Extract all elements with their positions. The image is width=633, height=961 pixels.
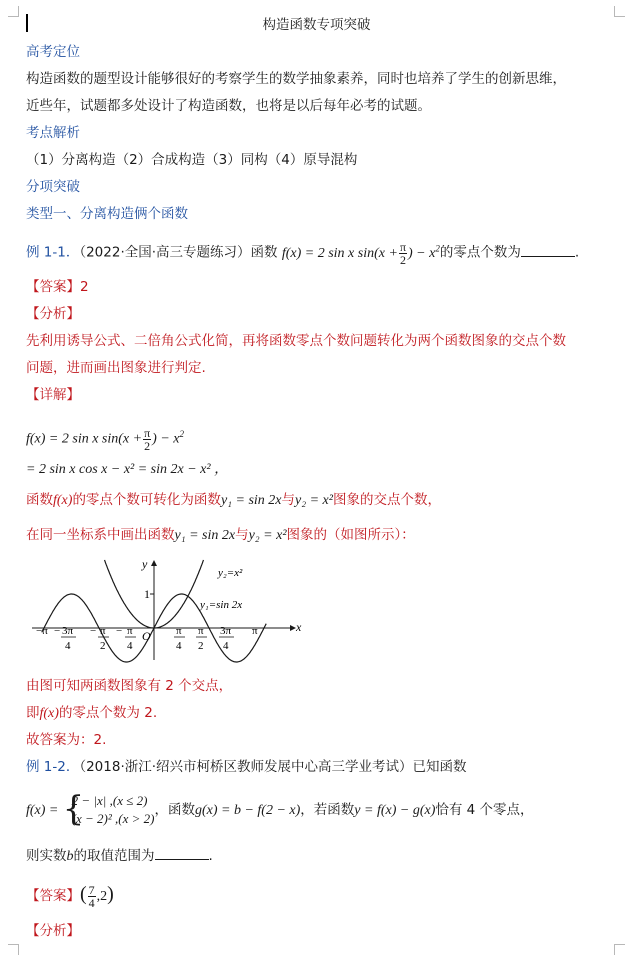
tick-neg-pi2-num: π	[100, 625, 106, 637]
tick-neg-pi: −π	[36, 625, 48, 637]
tick-pi4-num: π	[176, 625, 182, 637]
math-y1: y₁ = sin 2x	[174, 528, 236, 543]
step1-rhs: ) − x	[152, 431, 180, 447]
example1-question: 例 1-1．（2022·全国·高三专题练习）函数 f(x) = 2 sin x sin(x + $\frac{\pi}{2}$ ) − $x^2$的零点个数为 .	[26, 239, 580, 267]
example1-detail-tag: 【详解】	[26, 387, 80, 403]
y-axis-arrow	[151, 560, 157, 566]
tick-3pi4-den: 4	[223, 640, 229, 652]
example2-question-line: 则实数b的取值范围为 .	[26, 845, 607, 867]
heading-type-one: 类型一、分离构造俩个函数	[26, 206, 188, 222]
text: 的取值范围为	[73, 848, 155, 864]
y-one-label: 1	[144, 587, 150, 601]
step1-lhs: f(x) = 2 sin x sin(x +	[26, 431, 143, 447]
text: 在同一坐标系中画出函数	[26, 527, 175, 543]
tick-neg-3pi4-den: 4	[65, 640, 71, 652]
crop-mark-bottom-left	[8, 944, 19, 955]
example1-source: （2022·全国·高三专题练习）函数	[79, 244, 278, 261]
math-y2: y₂ = x²	[295, 493, 333, 508]
graph-svg	[28, 556, 308, 666]
text: 图象的（如图所示）：	[286, 527, 415, 543]
crop-mark-bottom-right	[614, 944, 625, 955]
text: 与	[235, 527, 249, 543]
tick-neg-3pi4-num: 3π	[62, 625, 74, 637]
heading-fenxiang: 分项突破	[26, 179, 80, 195]
tick-pi: π	[252, 625, 258, 637]
tick-minus: −	[90, 625, 97, 637]
text: 的零点个数为 2.	[58, 705, 158, 721]
example1-analysis-tag: 【分析】	[26, 306, 80, 322]
intro-line-2: 近些年，试题都多处设计了构造函数，也将是以后每年必考的试题。	[26, 98, 431, 114]
example1-label: 例 1-1．	[26, 244, 80, 261]
conclusion-line-3: 故答案为：2.	[26, 732, 107, 748]
answer-rest: ,2	[96, 889, 108, 904]
crop-mark-top-left	[8, 6, 19, 17]
answer-tag: 【答案】	[26, 279, 80, 295]
y-definition: y = f(x) − g(x)	[354, 803, 436, 818]
square-exp: 2	[435, 243, 440, 253]
text: 函数	[26, 492, 53, 508]
detail-step-2: = 2 sin x cos x − x² = sin 2x − x² ，	[26, 462, 229, 477]
frac-num: π	[399, 239, 406, 254]
piece-case-1: 2 − |x| ,(x ≤ 2)	[71, 793, 148, 808]
tick-pi4-den: 4	[176, 640, 182, 652]
frac-num: 7	[88, 882, 95, 897]
function-graph	[28, 556, 308, 670]
tick-neg-pi2-den: 2	[100, 640, 106, 652]
tick-neg-pi4-num: π	[127, 625, 133, 637]
text: ，若函数	[300, 802, 355, 818]
frac-num: π	[144, 425, 151, 440]
answer-blank	[155, 845, 209, 860]
left-paren: (	[80, 883, 87, 905]
y2-curve-label: y₂=x²	[218, 567, 243, 579]
answer-blank	[521, 242, 575, 257]
example1-tail: 的零点个数为	[439, 244, 521, 261]
text: 的零点个数可转化为函数	[72, 492, 221, 508]
tick-minus: −	[116, 625, 123, 637]
crop-mark-top-right	[614, 6, 625, 17]
tick-pi2-num: π	[198, 625, 204, 637]
frac-den: 2	[399, 252, 406, 267]
kaodian-list: （1）分离构造（2）合成构造（3）同构（4）原导混构	[26, 152, 358, 168]
answer-fraction	[88, 884, 96, 909]
tick-minus: −	[54, 625, 61, 637]
detail-red-line-2	[26, 525, 607, 546]
text: 则实数	[26, 848, 67, 864]
doc-title: 构造函数专项突破	[262, 17, 371, 33]
frac-den: 2	[144, 438, 151, 453]
pi-over-2	[399, 241, 407, 266]
heading-gaokao: 高考定位	[26, 44, 80, 60]
text: 图象的交点个数，	[332, 492, 441, 508]
square-exp: 2	[179, 429, 184, 439]
text: 恰有 4 个零点，	[435, 802, 534, 818]
example1-analysis-line-1: 先利用诱导公式、二倍角公式化简，再将函数零点个数问题转化为两个函数图象的交点个数	[26, 333, 566, 349]
example2-source: （2018·浙江·绍兴市柯桥区教师发展中心高三学业考试）已知函数	[79, 759, 467, 775]
tick-neg-pi4-den: 4	[127, 640, 133, 652]
tick-pi2-den: 2	[198, 640, 204, 652]
var-b: b	[66, 849, 74, 864]
piecewise-function	[62, 789, 155, 829]
text: 即	[26, 705, 40, 721]
conclusion-line-1: 由图可知两函数图象有 2 个交点，	[26, 678, 233, 694]
detail-red-line-1	[26, 490, 607, 511]
x-axis-label: x	[296, 620, 302, 634]
tick-3pi4-num: 3π	[220, 625, 232, 637]
example2-answer	[26, 876, 607, 915]
text: 与	[281, 492, 296, 508]
frac-den: 4	[88, 895, 95, 910]
heading-kaodian: 考点解析	[26, 125, 80, 141]
detail-step-1	[26, 420, 607, 454]
example2-intro	[26, 757, 607, 777]
conclusion-line-2	[26, 703, 607, 724]
example1-answer	[26, 277, 607, 297]
right-paren: )	[107, 883, 114, 905]
piece-case-2: (x − 2)² ,(x > 2)	[71, 811, 155, 826]
g-definition: g(x) = b − f(2 − x)	[194, 803, 301, 818]
example1-formula	[281, 239, 440, 267]
answer-tag: 【答案】	[26, 888, 80, 904]
text: ，函数	[154, 802, 195, 818]
math-y1: y₁ = sin 2x	[220, 493, 282, 508]
formula-rhs: ) − x	[408, 245, 436, 261]
math-fx: f(x)	[39, 706, 59, 721]
formula-lhs: f(x) = 2 sin x sin(x +	[281, 245, 398, 261]
intro-line-1: 构造函数的题型设计能够很好的考察学生的数学抽象素养，同时也培养了学生的创新思维，	[26, 71, 566, 87]
math-y2: y₂ = x²	[248, 528, 287, 543]
example2-label: 例 1-2．	[26, 759, 80, 775]
y-axis-label: y	[142, 557, 148, 571]
answer-value: 2	[80, 279, 89, 295]
example2-analysis-tag: 【分析】	[26, 923, 80, 939]
y1-curve-label: y₁=sin 2x	[200, 599, 243, 611]
origin-label: O	[142, 629, 151, 643]
f-lhs: f(x) =	[26, 803, 59, 818]
brace: {	[62, 789, 85, 829]
example1-analysis-line-2: 问题，进而画出图象进行判定.	[26, 360, 206, 376]
math-fx: f(x)	[53, 493, 73, 508]
example2-definition	[26, 788, 607, 832]
step1-pi-over-2	[143, 427, 151, 452]
